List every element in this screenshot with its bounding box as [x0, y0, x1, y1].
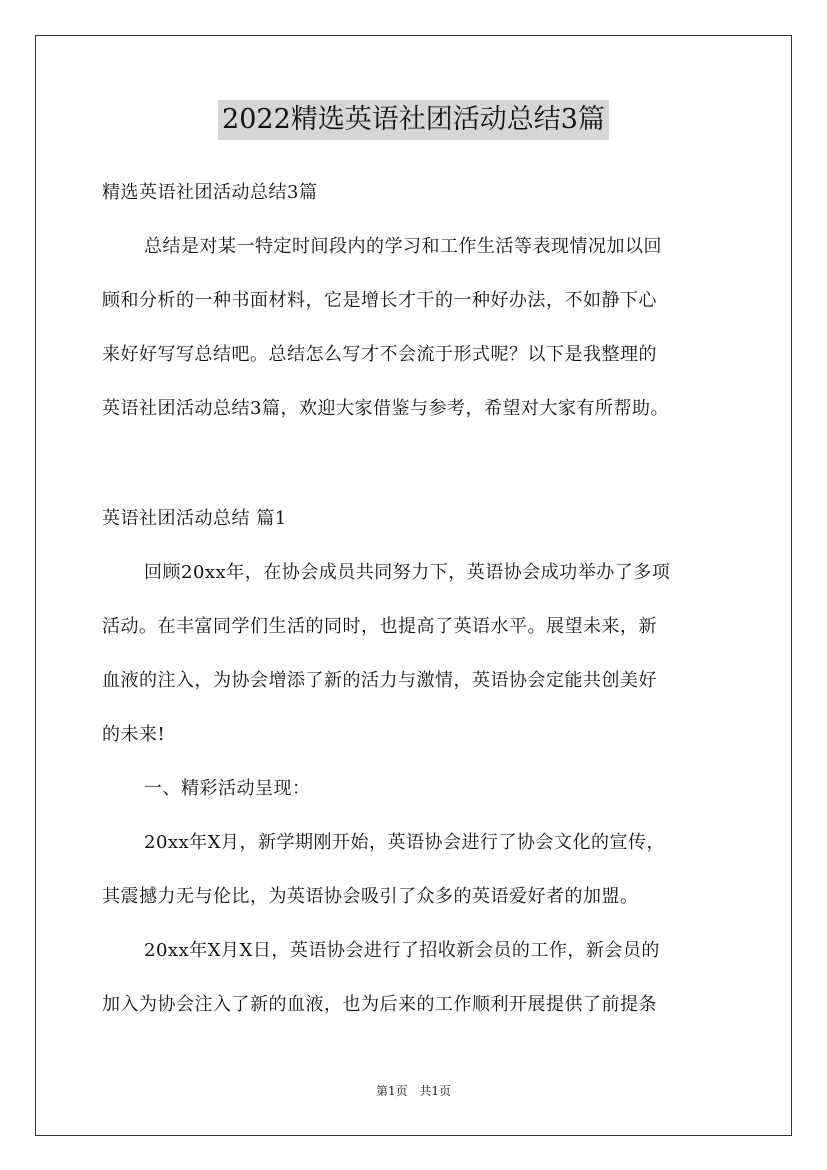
title-container [0, 100, 827, 140]
subheading: 一、精彩活动呈现： [144, 778, 311, 799]
page-current-number: 第1页 [375, 1084, 408, 1098]
intro-line-1: 总结是对某一特定时间段内的学习和工作生活等表现情况加以回 [144, 236, 662, 257]
para1-line-4: 的未来! [102, 724, 166, 745]
para1-line-2: 活动。在丰富同学们生活的同时，也提高了英语水平。展望未来，新 [102, 616, 657, 637]
para2-line-2: 其震撼力无与伦比，为英语协会吸引了众多的英语爱好者的加盟。 [102, 886, 639, 907]
para3-line-1: 20xx年X月X日，英语协会进行了招收新会员的工作，新会员的 [144, 940, 660, 961]
section-heading: 英语社团活动总结 篇1 [102, 508, 287, 529]
para3-line-2: 加入为协会注入了新的血液，也为后来的工作顺利开展提供了前提条 [102, 994, 657, 1015]
intro-line-2: 顾和分析的一种书面材料，它是增长才干的一种好办法，不如静下心 [102, 290, 657, 311]
document-title: 2022精选英语社团活动总结3篇 [218, 100, 609, 140]
intro-line-3: 来好好写写总结吧。总结怎么写才不会流于形式呢？以下是我整理的 [102, 344, 657, 365]
para1-line-1: 回顾20xx年，在协会成员共同努力下，英语协会成功举办了多项 [144, 562, 671, 583]
para1-line-3: 血液的注入，为协会增添了新的活力与激情，英语协会定能共创美好 [102, 670, 657, 691]
intro-line-4: 英语社团活动总结3篇，欢迎大家借鉴与参考，希望对大家有所帮助。 [102, 398, 669, 419]
page-footer [0, 1083, 827, 1099]
page-total-count: 共1页 [419, 1084, 452, 1098]
para2-line-1: 20xx年X月，新学期刚开始，英语协会进行了协会文化的宣传， [144, 832, 666, 853]
document-subtitle: 精选英语社团活动总结3篇 [102, 182, 318, 203]
